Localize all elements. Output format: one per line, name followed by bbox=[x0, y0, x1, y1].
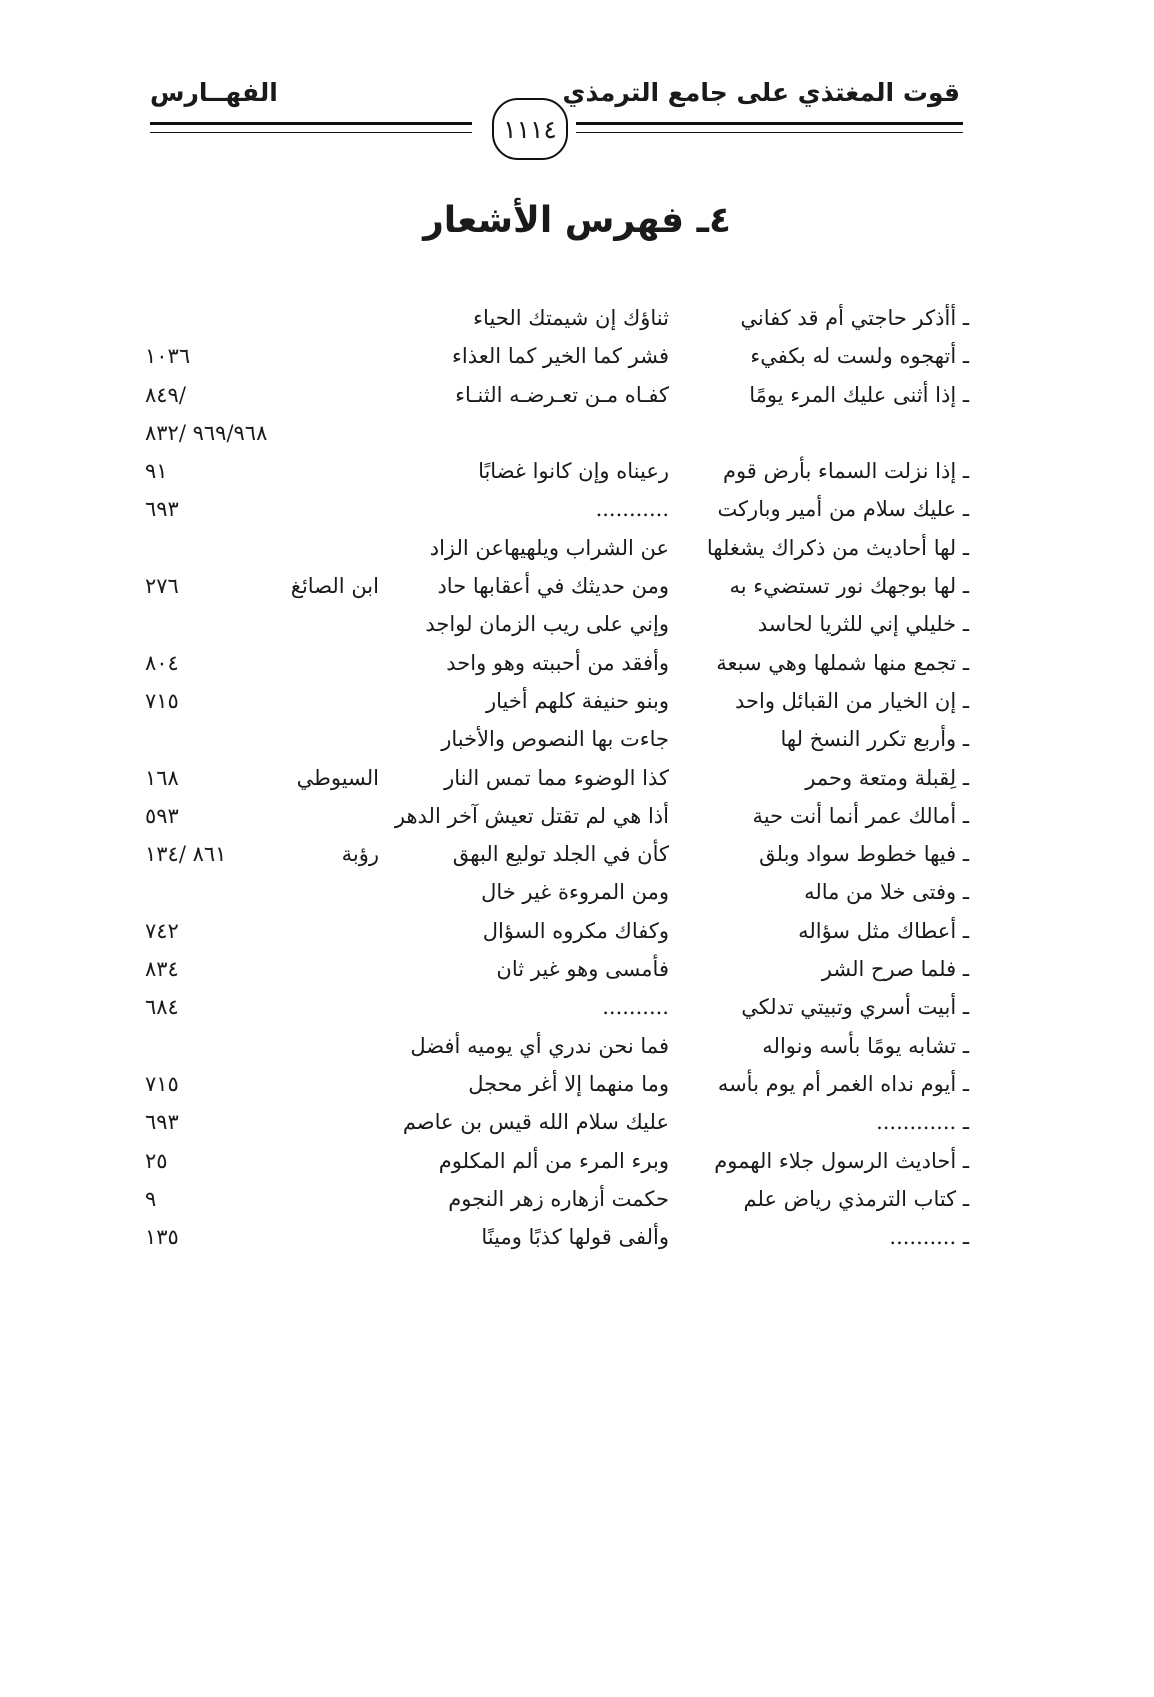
verse-second-hemistich: وكفاك مكروه السؤال bbox=[482, 918, 669, 943]
verse-second-hemistich: ومن حديثك في أعقابها حاد bbox=[437, 574, 669, 599]
index-entry bbox=[0, 1031, 1154, 1069]
verse-first-hemistich: ـ لِقبلة ومتعة وحمر bbox=[805, 765, 969, 790]
verse-first-hemistich: ـ .......... bbox=[889, 1225, 969, 1250]
page-reference: ٩١ bbox=[145, 459, 168, 484]
verse-second-hemistich: حكمت أزهاره زهر النجوم bbox=[448, 1186, 669, 1211]
poet-name: السيوطي bbox=[296, 765, 379, 790]
verse-first-hemistich: ـ كتاب الترمذي رياض علم bbox=[743, 1186, 969, 1211]
page-reference: /٨٤٩ bbox=[145, 382, 186, 407]
page-reference: ٩ bbox=[145, 1186, 157, 1211]
page-reference: ١٠٣٦ bbox=[145, 344, 191, 369]
verse-first-hemistich: ـ عليك سلام من أمير وباركت bbox=[717, 497, 969, 522]
verse-second-hemistich: كأن في الجلد توليع البهق bbox=[452, 842, 669, 867]
index-entry bbox=[0, 533, 1154, 571]
verse-first-hemistich: ـ أيوم نداه الغمر أم يوم بأسه bbox=[717, 1071, 969, 1096]
verse-second-hemistich: فما نحن ندري أي يوميه أفضل bbox=[410, 1033, 669, 1058]
page-reference: ٩٦٩/٩٦٨ /٨٣٢ bbox=[145, 420, 268, 445]
page-reference: ٧١٥ bbox=[145, 1071, 179, 1096]
index-entry bbox=[0, 303, 1154, 341]
index-entry bbox=[0, 916, 1154, 954]
verse-first-hemistich: ـ وفتى خلا من ماله bbox=[804, 880, 969, 905]
verse-second-hemistich: وإني على ريب الزمان لواجد bbox=[425, 612, 669, 637]
index-entry bbox=[0, 1069, 1154, 1107]
header-rule-right bbox=[576, 122, 963, 133]
page-reference: ١٣٥ bbox=[145, 1225, 179, 1250]
page-reference: ٨٣٤ bbox=[145, 957, 179, 982]
index-entry bbox=[0, 763, 1154, 801]
verse-first-hemistich: ـ أمالك عمر أنما أنت حية bbox=[752, 803, 969, 828]
header-rule-left bbox=[150, 122, 472, 133]
index-entry bbox=[0, 341, 1154, 379]
verse-first-hemistich: ـ أعطاك مثل سؤاله bbox=[798, 918, 969, 943]
index-entry bbox=[0, 801, 1154, 839]
verse-first-hemistich: ـ إن الخيار من القبائل واحد bbox=[734, 688, 969, 713]
page-reference: ٦٩٣ bbox=[145, 497, 179, 522]
verse-second-hemistich: رعيناه وإن كانوا غضابًا bbox=[478, 459, 669, 484]
verse-first-hemistich: ـ أأذكر حاجتي أم قد كفاني bbox=[740, 306, 969, 330]
verse-second-hemistich: كذا الوضوء مما تمس النار bbox=[444, 765, 669, 790]
verse-second-hemistich: وبرء المرء من ألم المكلوم bbox=[438, 1148, 669, 1173]
verse-first-hemistich: ـ فيها خطوط سواد وبلق bbox=[759, 842, 969, 867]
verse-first-hemistich: ـ تشابه يومًا بأسه ونواله bbox=[762, 1033, 969, 1058]
verse-second-hemistich: فأمسى وهو غير ثان bbox=[496, 957, 669, 982]
index-entry bbox=[0, 648, 1154, 686]
verse-second-hemistich: وبنو حنيفة كلهم أخيار bbox=[485, 688, 669, 713]
verse-first-hemistich: ـ تجمع منها شملها وهي سبعة bbox=[716, 650, 969, 675]
poet-name: رؤبة bbox=[341, 842, 379, 867]
page-reference: ٨٠٤ bbox=[145, 650, 179, 675]
verse-second-hemistich: جاءت بها النصوص والأخبار bbox=[441, 727, 669, 752]
index-entry bbox=[0, 1222, 1154, 1260]
verse-second-hemistich: ثناؤك إن شيمتك الحياء bbox=[473, 306, 669, 330]
verse-second-hemistich: عن الشراب ويلهيهاعن الزاد bbox=[429, 535, 669, 560]
index-entry bbox=[0, 992, 1154, 1030]
verse-second-hemistich: ومن المروءة غير خال bbox=[481, 880, 669, 905]
page-reference: ٢٧٦ bbox=[145, 574, 179, 599]
index-entry bbox=[0, 954, 1154, 992]
verse-first-hemistich: ـ خليلي إني للثريا لحاسد bbox=[757, 612, 969, 637]
section-title: الفهــارس bbox=[150, 78, 278, 107]
verse-first-hemistich: ـ إذا نزلت السماء بأرض قوم bbox=[722, 459, 969, 484]
page-reference: ١٦٨ bbox=[145, 765, 179, 790]
page-reference: ٦٨٤ bbox=[145, 995, 179, 1020]
index-entry bbox=[0, 456, 1154, 494]
verse-second-hemistich: عليك سلام الله قيس بن عاصم bbox=[402, 1110, 669, 1135]
verse-second-hemistich: فشر كما الخير كما العذاء bbox=[452, 344, 669, 369]
verse-first-hemistich: ـ لها بوجهك نور تستضيء به bbox=[729, 574, 969, 599]
page-reference: ٧١٥ bbox=[145, 688, 179, 713]
verse-first-hemistich: ـ وأربع تكرر النسخ لها bbox=[780, 727, 969, 752]
page-number: ١١١٤ bbox=[503, 114, 557, 144]
verse-second-hemistich: كفـاه مـن تعـرضـه الثنـاء bbox=[455, 382, 669, 407]
index-title: ٤ـ فهرس الأشعار bbox=[423, 200, 731, 241]
page-reference: ٥٩٣ bbox=[145, 803, 179, 828]
index-entry bbox=[0, 609, 1154, 647]
poet-name: ابن الصائغ bbox=[290, 574, 379, 599]
verse-second-hemistich: وأفقد من أحببته وهو واحد bbox=[446, 650, 669, 675]
index-entry bbox=[0, 839, 1154, 877]
index-entry bbox=[0, 571, 1154, 609]
index-entry bbox=[0, 494, 1154, 532]
poetry-index-list bbox=[0, 303, 1154, 1260]
verse-first-hemistich: ـ إذا أثنى عليك المرء يومًا bbox=[749, 382, 969, 407]
index-entry bbox=[0, 418, 1154, 456]
page-reference: ٧٤٢ bbox=[145, 918, 179, 943]
verse-second-hemistich: .......... bbox=[602, 995, 669, 1020]
verse-first-hemistich: ـ ............ bbox=[876, 1110, 969, 1135]
index-entry bbox=[0, 1146, 1154, 1184]
index-entry bbox=[0, 724, 1154, 762]
verse-first-hemistich: ـ فلما صرح الشر bbox=[821, 957, 969, 982]
page-reference: ٦٩٣ bbox=[145, 1110, 179, 1135]
page-reference: ٢٥ bbox=[145, 1148, 168, 1173]
index-entry bbox=[0, 380, 1154, 418]
book-title: قوت المغتذي على جامع الترمذي bbox=[562, 78, 960, 107]
index-entry bbox=[0, 877, 1154, 915]
verse-first-hemistich: ـ أبيت أسري وتبيتي تدلكي bbox=[741, 995, 969, 1020]
verse-second-hemistich: وما منهما إلا أغر محجل bbox=[468, 1071, 669, 1096]
verse-second-hemistich: وألفى قولها كذبًا ومينًا bbox=[481, 1225, 669, 1250]
index-entry bbox=[0, 686, 1154, 724]
index-entry bbox=[0, 1107, 1154, 1145]
verse-first-hemistich: ـ أتهجوه ولست له بكفيء bbox=[750, 344, 969, 369]
page-number-badge bbox=[492, 98, 568, 160]
index-entry bbox=[0, 1184, 1154, 1222]
verse-second-hemistich: أذا هي لم تقتل تعيش آخر الدهر bbox=[394, 803, 669, 828]
page-reference: ٨٦١ /١٣٤ bbox=[145, 842, 227, 867]
verse-first-hemistich: ـ لها أحاديث من ذكراك يشغلها bbox=[706, 535, 969, 560]
verse-first-hemistich: ـ أحاديث الرسول جلاء الهموم bbox=[714, 1148, 969, 1173]
verse-second-hemistich: ........... bbox=[595, 497, 669, 522]
